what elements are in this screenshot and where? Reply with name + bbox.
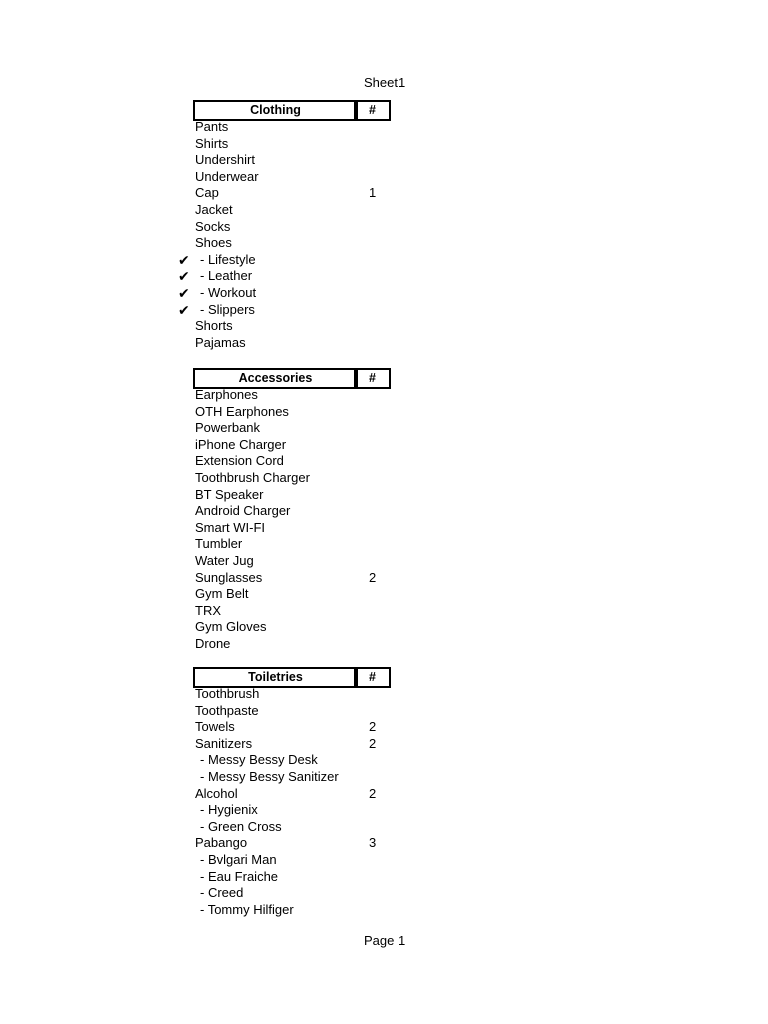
list-item	[178, 219, 418, 236]
list-item	[178, 802, 418, 819]
list-item	[178, 885, 418, 902]
list-item	[178, 302, 418, 319]
list-item	[178, 268, 418, 285]
item-label: Underwear	[195, 168, 259, 184]
list-item	[178, 503, 418, 520]
list-item	[178, 752, 418, 769]
list-item	[178, 470, 418, 487]
item-label: Pajamas	[195, 334, 246, 350]
list-item	[178, 835, 418, 852]
list-item	[178, 404, 418, 421]
item-label: Earphones	[195, 387, 258, 402]
list-item	[178, 603, 418, 620]
list-item	[178, 387, 418, 404]
item-count: 2	[369, 569, 377, 585]
sheet-name: Sheet1	[364, 75, 406, 90]
list-item	[178, 536, 418, 553]
category-header: Clothing	[193, 100, 358, 121]
list-item	[178, 202, 418, 219]
checkmark-icon: ✔	[178, 284, 190, 301]
list-item	[178, 136, 418, 153]
item-count: 2	[369, 735, 377, 751]
item-label: Socks	[195, 218, 231, 234]
item-label: Toothpaste	[195, 702, 259, 718]
list-item	[178, 169, 418, 186]
list-item	[178, 235, 418, 252]
list-item	[178, 570, 418, 587]
item-label: - Eau Fraiche	[200, 868, 279, 884]
item-label: Sanitizers	[195, 735, 253, 751]
item-label: Pabango	[195, 835, 248, 851]
item-label: Alcohol	[195, 785, 238, 801]
list-item	[178, 686, 418, 703]
section-header	[193, 100, 418, 119]
category-header: Accessories	[193, 368, 358, 389]
category-header: Toiletries	[193, 667, 358, 688]
count-header: #	[354, 100, 391, 121]
list-item	[178, 335, 418, 352]
item-count: 1	[369, 185, 377, 201]
list-item	[178, 852, 418, 869]
item-label: BT Speaker	[195, 486, 264, 502]
item-label: Gym Belt	[195, 586, 249, 602]
item-label: - Slippers	[200, 301, 255, 317]
item-label: Pants	[195, 119, 229, 134]
item-count: 2	[369, 719, 377, 735]
section-toiletries	[178, 667, 418, 918]
item-label: TRX	[195, 602, 221, 618]
list-item	[178, 252, 418, 269]
list-item	[178, 786, 418, 803]
item-label: Android Charger	[195, 503, 291, 519]
item-label: Shorts	[195, 318, 233, 334]
item-label: Cap	[195, 185, 219, 201]
list-item	[178, 520, 418, 537]
checkmark-icon: ✔	[178, 251, 190, 268]
item-label: Shoes	[195, 235, 232, 251]
item-label: Jacket	[195, 201, 233, 217]
item-count: 3	[369, 835, 377, 851]
item-label: - Lifestyle	[200, 251, 256, 267]
item-label: - Workout	[200, 284, 257, 300]
list-item	[178, 736, 418, 753]
list-item	[178, 437, 418, 454]
list-item	[178, 420, 418, 437]
item-label: - Tommy Hilfiger	[200, 901, 294, 917]
count-header: #	[354, 368, 391, 389]
checkmark-icon: ✔	[178, 268, 190, 285]
item-label: Towels	[195, 719, 235, 735]
count-header: #	[354, 667, 391, 688]
section-header	[193, 368, 418, 387]
item-label: - Creed	[200, 885, 244, 901]
item-label: iPhone Charger	[195, 436, 287, 452]
item-label: - Hygienix	[200, 802, 258, 818]
page-number: Page 1	[364, 933, 406, 948]
item-label: - Messy Bessy Sanitizer	[200, 768, 339, 784]
list-item	[178, 819, 418, 836]
list-item	[178, 719, 418, 736]
list-item	[178, 619, 418, 636]
item-label: Powerbank	[195, 420, 261, 436]
list-item	[178, 185, 418, 202]
section-clothing	[178, 100, 418, 351]
list-item	[178, 586, 418, 603]
list-item	[178, 487, 418, 504]
item-count: 2	[369, 785, 377, 801]
item-label: - Leather	[200, 268, 253, 284]
item-label: Sunglasses	[195, 569, 263, 585]
list-item	[178, 285, 418, 302]
list-item	[178, 703, 418, 720]
item-label: - Green Cross	[200, 818, 282, 834]
item-label: Drone	[195, 635, 231, 651]
list-item	[178, 902, 418, 919]
list-item	[178, 318, 418, 335]
item-label: Undershirt	[195, 152, 255, 168]
item-label: OTH Earphones	[195, 403, 289, 419]
list-item	[178, 769, 418, 786]
list-item	[178, 119, 418, 136]
checkmark-icon: ✔	[178, 301, 190, 318]
section-header	[193, 667, 418, 686]
item-label: Shirts	[195, 135, 229, 151]
item-label: Toothbrush Charger	[195, 469, 310, 485]
list-item	[178, 869, 418, 886]
list-item	[178, 152, 418, 169]
item-label: Tumbler	[195, 536, 243, 552]
item-label: Gym Gloves	[195, 619, 267, 635]
item-label: - Messy Bessy Desk	[200, 752, 318, 768]
item-label: Water Jug	[195, 552, 254, 568]
item-label: Smart WI-FI	[195, 519, 266, 535]
section-accessories	[178, 368, 418, 653]
list-item	[178, 453, 418, 470]
item-label: Extension Cord	[195, 453, 284, 469]
item-label: Toothbrush	[195, 686, 260, 701]
list-item	[178, 553, 418, 570]
item-label: - Bvlgari Man	[200, 851, 277, 867]
list-item	[178, 636, 418, 653]
